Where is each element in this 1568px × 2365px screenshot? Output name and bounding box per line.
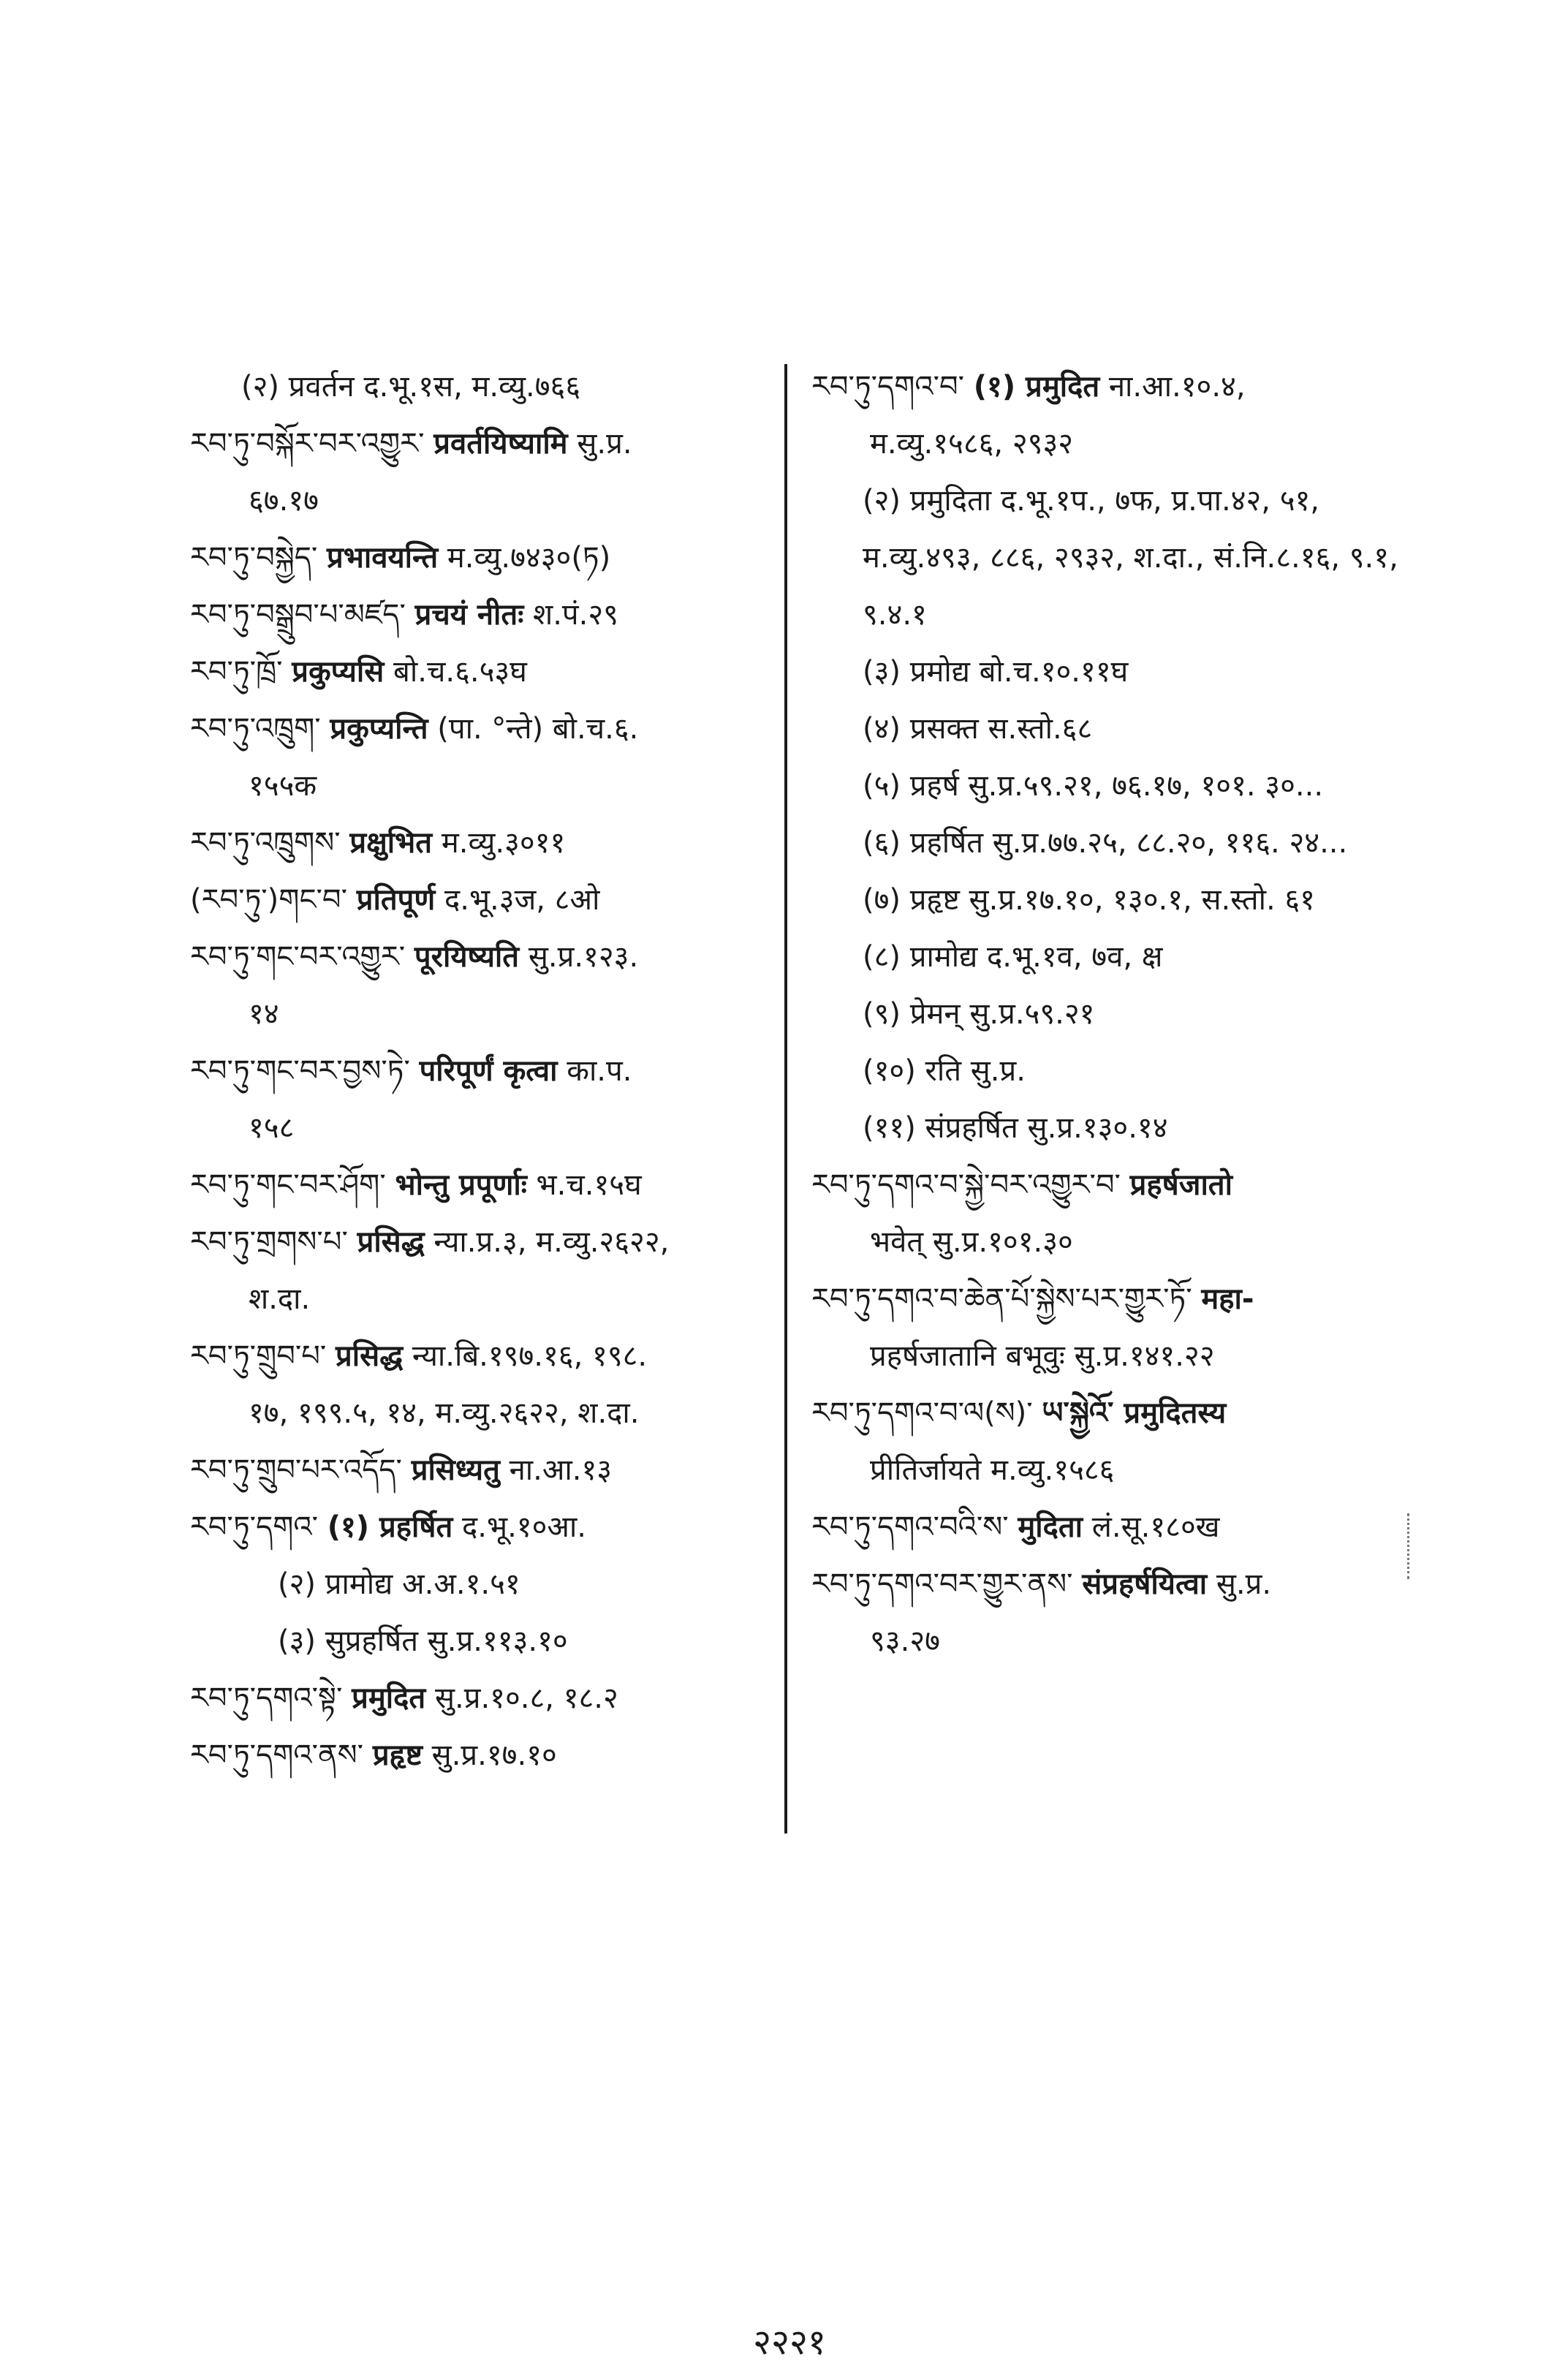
entry-text: (६) प्रहर्षित सु.प्र.७७.२५, ८८.२०, ११६. २४... [863, 826, 1348, 860]
sanskrit-equivalent: प्रकुप्यन्ति [330, 712, 428, 746]
entry-continuation: १५५क [249, 769, 317, 803]
sanskrit-equivalent: परिपूर्णं कृत्वा [419, 1054, 558, 1088]
entry-continuation: ६७.१७ [249, 484, 319, 518]
sanskrit-equivalent: प्रसिद्ध [357, 1225, 425, 1259]
source-reference: द.भू.३ज, ८ओ [444, 883, 600, 917]
sanskrit-equivalent: प्रचयं नीतः [414, 598, 524, 632]
dictionary-entry [190, 1442, 775, 1499]
sanskrit-equivalent: महा- [1201, 1282, 1254, 1316]
entry-continuation: म.व्यु.१५८६, २९३२ [870, 427, 1074, 461]
entry-text: (१०) रति सु.प्र. [863, 1054, 1026, 1088]
tibetan-headword: རབ་ཏུ་བསྐྱེད་ [190, 541, 318, 575]
right-column [811, 358, 1418, 1670]
source-reference: ना.आ.१३ [509, 1453, 613, 1487]
tibetan-headword: རབ་ཏུ་དགའ་བར་གྱུར་ནས་ [811, 1567, 1073, 1601]
tibetan-headword: རབ་ཏུ་དགའ་ནས་ [190, 1738, 364, 1772]
entry-text: (९) प्रेमन् सु.प्र.५९.२१ [863, 997, 1095, 1031]
source-reference: सु.प्र.१७.१० [431, 1738, 557, 1772]
dictionary-entry [190, 814, 775, 871]
source-reference: म.व्यु.७४३०(ཏ) [447, 541, 611, 575]
entry-continuation: भवेत् सु.प्र.१०१.३० [870, 1225, 1073, 1259]
tibetan-headword: རབ་ཏུ་གྲགས་པ་ [190, 1225, 348, 1259]
entry-continuation: १७, १९९.५, १४, म.व्यु.२६२२, श.दा. [249, 1396, 640, 1430]
entry-text: (२) प्रमुदिता द.भू.१प., ७फ, प्र.पा.४२, ५१, म.व्यु.४९३, ८८६, २९३२, श.दा., सं.नि.८.१६, ९.१, ९.४.१ [863, 484, 1398, 632]
source-reference: का.प. [567, 1054, 632, 1088]
source-reference: (पा. °न्ते) बो.च.६. [437, 712, 639, 746]
dictionary-entry [190, 700, 775, 814]
sanskrit-equivalent: प्रसिद्ध [336, 1339, 404, 1373]
source-reference: सु.प्र. [1216, 1567, 1272, 1601]
entry-text: (२) प्रामोद्य अ.अ.१.५१ [278, 1567, 520, 1601]
tibetan-headword: རབ་ཏུ་ཁྲོ་ [190, 655, 283, 689]
entry-text: (७) प्रहृष्ट सु.प्र.१७.१०, १३०.१, स.स्तो. ६१ [863, 883, 1315, 917]
sanskrit-equivalent: प्रभावयन्ति [327, 541, 439, 575]
entry-continuation: प्रहर्षजातानि बभूवुः सु.प्र.१४१.२२ [870, 1339, 1215, 1373]
entry-text: (४) प्रसक्त स.स्तो.६८ [863, 712, 1093, 746]
sanskrit-equivalent: ཡ་སྐྱེའོ་ प्रमुदितस्य [1042, 1396, 1227, 1430]
dictionary-entry [811, 985, 1418, 1043]
entry-text: (११) संप्रहर्षित सु.प्र.१३०.१४ [863, 1111, 1168, 1145]
dictionary-entry [811, 814, 1418, 871]
entry-text: (२) प्रवर्तन द.भू.१स, म.व्यु.७६६ [241, 370, 581, 404]
tibetan-headword: རབ་ཏུ་དགའ་བའི་ས་ [811, 1510, 1009, 1544]
sanskrit-equivalent: प्रहर्षजातो [1129, 1168, 1232, 1202]
source-reference: बो.च.६.५३घ [393, 655, 527, 689]
dictionary-entry [190, 1043, 775, 1157]
dictionary-entry [190, 586, 775, 643]
source-reference: सु.प्र.१०.८, १८.२ [434, 1681, 618, 1715]
tibetan-headword: རབ་ཏུ་གང་བར་ཤོག་ [190, 1168, 386, 1202]
tibetan-headword: རབ་ཏུ་དགའ་བ་ [811, 370, 965, 404]
dictionary-entry [811, 358, 1418, 472]
dictionary-entry [811, 757, 1418, 814]
source-reference: भ.च.१५घ [536, 1168, 642, 1202]
sanskrit-equivalent: प्रतिपूर्ण [356, 883, 436, 917]
entry-text: (५) प्रहर्ष सु.प्र.५९.२१, ७६.१७, १०१. ३०... [863, 769, 1324, 803]
dictionary-entry [811, 1271, 1418, 1385]
dictionary-entry [811, 1100, 1418, 1157]
sanskrit-equivalent: संप्रहर्षयित्वा [1082, 1567, 1208, 1601]
dictionary-entry [811, 643, 1418, 700]
sanskrit-equivalent: मुदिता [1018, 1510, 1083, 1544]
entry-text: (३) प्रमोद्य बो.च.१०.११घ [863, 655, 1129, 689]
entry-continuation: १५८ [249, 1111, 295, 1145]
tibetan-headword: རབ་ཏུ་གྲུབ་པར་འདོད་ [190, 1453, 402, 1487]
left-column [190, 358, 775, 1784]
dictionary-entry [811, 871, 1418, 928]
sanskrit-equivalent: प्रमुदित [352, 1681, 426, 1715]
dictionary-entry [811, 928, 1418, 985]
tibetan-headword: རབ་ཏུ་འཁྲུག་ [190, 712, 321, 746]
dictionary-entry [190, 1670, 775, 1727]
dictionary-entry [190, 1727, 775, 1784]
source-reference: ना.आ.१०.४, [1108, 370, 1246, 404]
tibetan-headword: རབ་ཏུ་དགའ་སྟེ་ [190, 1681, 343, 1715]
dictionary-entry [811, 1499, 1418, 1556]
source-reference: म.व्यु.३०११ [441, 826, 566, 860]
dictionary-entry [190, 529, 775, 586]
dictionary-entry [190, 1157, 775, 1214]
entry-continuation: श.दा. [249, 1282, 311, 1316]
tibetan-headword: རབ་ཏུ་དགའ་ [190, 1510, 318, 1544]
tibetan-headword: རབ་ཏུ་འཁྲུགས་ [190, 826, 341, 860]
sanskrit-equivalent: (१) प्रहर्षित [327, 1510, 453, 1544]
dictionary-entry [811, 700, 1418, 757]
sanskrit-equivalent: प्रकुप्यसि [292, 655, 385, 689]
entry-text: (३) सुप्रहर्षित सु.प्र.११३.१० [278, 1624, 568, 1658]
tibetan-headword: རབ་ཏུ་དགའ་བ་ཆེན་པོ་སྐྱེས་པར་གྱུར་ཏོ་ [811, 1282, 1192, 1316]
dictionary-entry [811, 1556, 1418, 1670]
tibetan-headword: རབ་ཏུ་བསྒྲུབ་པ་མཛད་ [190, 598, 406, 632]
source-reference: लं.सू.१८०ख [1091, 1510, 1220, 1544]
source-reference: श.पं.२९ [533, 598, 618, 632]
dictionary-entry [190, 1556, 775, 1613]
tibetan-headword: རབ་ཏུ་གང་བར་འགྱུར་ [190, 940, 406, 974]
dictionary-entry [811, 1385, 1418, 1499]
dictionary-entry [811, 472, 1418, 643]
dictionary-entry [190, 1499, 775, 1556]
sanskrit-equivalent: भोन्तु प्रपूर्णाः [395, 1168, 527, 1202]
entry-text: (८) प्रामोद्य द.भू.१व, ७व, क्ष [863, 940, 1163, 974]
tibetan-headword: (རབ་ཏུ་)གང་བ་ [190, 883, 347, 917]
dictionary-entry [190, 358, 775, 415]
tibetan-headword: རབ་ཏུ་དགའ་བ་སྐྱེ་བར་འགྱུར་བ་ [811, 1168, 1121, 1202]
entry-continuation: ९३.२७ [870, 1624, 940, 1658]
sanskrit-equivalent: पूरयिष्यति [414, 940, 520, 974]
dictionary-entry [190, 871, 775, 928]
source-reference: द.भू.१०आ. [462, 1510, 587, 1544]
sanskrit-equivalent: प्रहृष्ट [372, 1738, 423, 1772]
margin-dotted-mark [1407, 1513, 1425, 1579]
source-reference: सु.प्र.१२३. [528, 940, 639, 974]
tibetan-headword: རབ་ཏུ་གྲུབ་པ་ [190, 1339, 327, 1373]
dictionary-entry [190, 1613, 775, 1670]
tibetan-headword: རབ་ཏུ་གང་བར་བྱས་ཏེ་ [190, 1054, 410, 1088]
tibetan-headword: རབ་ཏུ་བསྐོར་བར་འགྱུར་ [190, 427, 425, 461]
sanskrit-equivalent: प्रक्षुभित [349, 826, 433, 860]
dictionary-entry [811, 1043, 1418, 1100]
entry-continuation: प्रीतिर्जायते म.व्यु.१५८६ [870, 1453, 1115, 1487]
source-reference: सु.प्र. [577, 427, 632, 461]
source-reference: न्या.प्र.३, म.व्यु.२६२२, [433, 1225, 670, 1259]
sanskrit-equivalent: प्रवर्तयिष्यामि [433, 427, 568, 461]
dictionary-entry [190, 415, 775, 529]
page-number: २२२१ [753, 2322, 826, 2363]
dictionary-entry [190, 643, 775, 700]
dictionary-entry [190, 1214, 775, 1328]
tibetan-headword: རབ་ཏུ་དགའ་བ་ལ(ས)་ [811, 1396, 1033, 1430]
sanskrit-equivalent: प्रसिध्यतु [411, 1453, 500, 1487]
sanskrit-equivalent: (१) प्रमुदित [973, 370, 1100, 404]
entry-continuation: १४ [249, 997, 279, 1031]
source-reference: न्या.बि.१९७.१६, १९८. [412, 1339, 648, 1373]
dictionary-entry [811, 1157, 1418, 1271]
dictionary-entry [190, 928, 775, 1043]
column-divider [784, 364, 787, 1834]
dictionary-entry [190, 1328, 775, 1442]
